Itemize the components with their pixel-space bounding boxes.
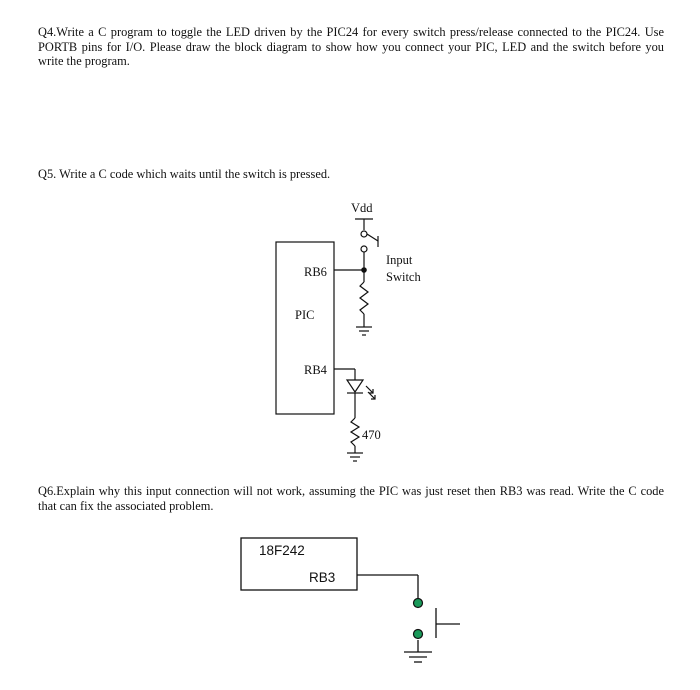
question-6: Q6.Explain why this input connection will not work, assuming the PIC was just reset then RB3 was read. Write the C code that can fix the associated problem. [38,484,664,513]
input-label: Input [386,253,413,267]
rb6-label: RB6 [304,265,327,279]
pic-label: PIC [295,308,315,322]
switch-contact-top [361,231,367,237]
pulldown-resistor [360,282,368,314]
switch-node-bottom [414,630,423,639]
led-resistor [351,418,359,446]
switch-label: Switch [386,270,421,284]
vdd-label: Vdd [351,201,373,215]
question-4: Q4.Write a C program to toggle the LED driven by the PIC24 for every switch press/release connected to the PIC24. Use PORTB pins for I/O. Please draw the block diagram to show how you connect your PIC, LED and the switch before you write the program. [38,25,664,69]
resistor-470-label: 470 [362,428,381,442]
chip-label: 18F242 [259,543,305,558]
rb4-label: RB4 [304,363,327,377]
switch-node-top [414,599,423,608]
question-5: Q5. Write a C code which waits until the switch is pressed. [38,167,331,181]
led-symbol [347,380,363,392]
switch-contact-bottom [361,246,367,252]
diagram-pic-switch-led [276,219,378,461]
rb3-label: RB3 [309,570,336,585]
